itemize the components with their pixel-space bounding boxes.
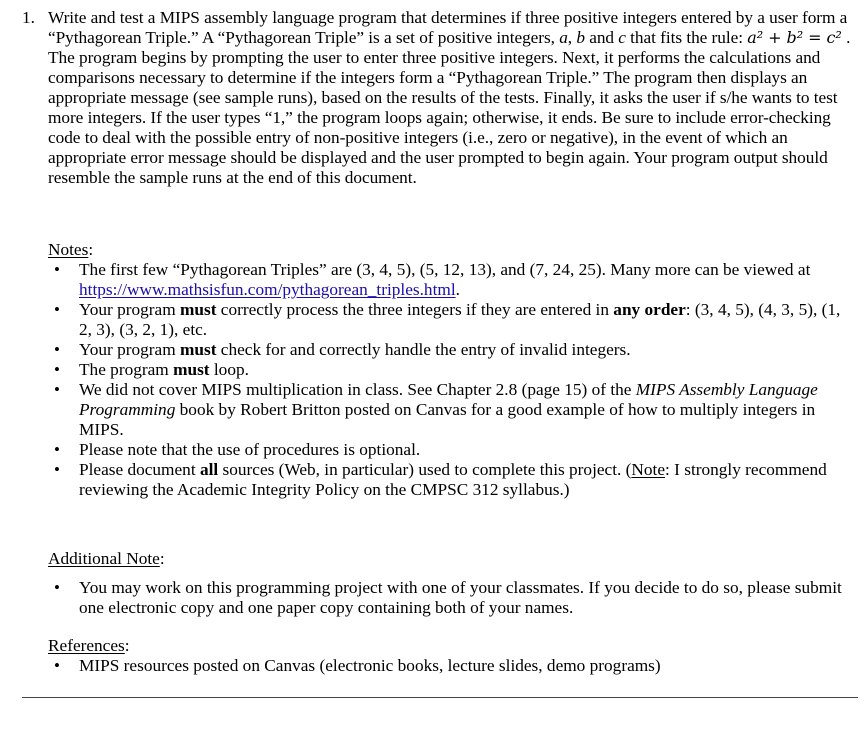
description-part-3: . The program begins by prompting the user to enter three positive integers. Next, it performs the calculations and comparisons necessary to determine if the integers form a “Pythagorean Triple.” The program then displays an appropriate message (see sample runs), based on the results of the tests. Finally, it asks the user if s/he wants to test more integers. If the user types “1,” the program loops again; otherwise, it ends. Be sure to include error-checking code to deal with the possible entry of non-positive integers (i.e., zero or negative), in the event of which an appropriate error message should be displayed and the user prompted to begin again. Your program output should resemble the sample runs at the end of this document. bbox=[48, 28, 851, 187]
additional-note-section bbox=[48, 549, 848, 618]
note-2-text-b: correctly process the three integers if they are entered in bbox=[216, 300, 614, 319]
note-4-bold-must: must bbox=[173, 360, 210, 379]
note-2-text-a: Your program bbox=[79, 300, 180, 319]
pythagorean-rule-formula: a² + b² = c² bbox=[747, 28, 842, 47]
horizontal-divider bbox=[22, 697, 858, 698]
variable-c: c bbox=[618, 28, 626, 47]
note-4-text-a: The program bbox=[79, 360, 174, 379]
references-heading-line bbox=[48, 636, 848, 656]
note-7-bold-all: all bbox=[199, 460, 219, 479]
variable-a: a bbox=[559, 28, 568, 47]
note-5-text-b: book by Robert Britton posted on Canvas for a good example of how to multiply integers in MIPS. bbox=[79, 400, 816, 439]
note-1-end: . bbox=[455, 280, 460, 299]
note-2-bold-must: must bbox=[179, 300, 217, 319]
variable-b: b bbox=[576, 28, 585, 47]
note-7-text-c: : I strongly recommend reviewing the Academic Integrity Policy on the CMPSC 312 syllabus.) bbox=[79, 460, 827, 499]
bullet-icon: • bbox=[54, 460, 60, 479]
bullet-icon: • bbox=[54, 656, 60, 675]
note-7-note-label: Note bbox=[631, 460, 666, 479]
note-3-text-a: Your program bbox=[79, 340, 180, 359]
additional-heading-line bbox=[48, 549, 848, 569]
reference-1-text: MIPS resources posted on Canvas (electronic books, lecture slides, demo programs) bbox=[79, 656, 661, 675]
description-part-1: Write and test a MIPS assembly language program that determines if three positive integers entered by a user form a “Pythagorean Triple.” A “Pythagorean Triple” is a set of positive integers, bbox=[48, 8, 848, 47]
list-item bbox=[48, 360, 848, 380]
list-item bbox=[48, 440, 848, 460]
notes-section bbox=[48, 240, 848, 500]
note-6-text: Please note that the use of procedures is optional. bbox=[79, 440, 421, 459]
list-item bbox=[48, 300, 848, 340]
notes-heading-colon: : bbox=[88, 240, 94, 259]
and-word: and bbox=[584, 28, 619, 47]
note-5-text-a: We did not cover MIPS multiplication in class. See Chapter 2.8 (page 15) of the bbox=[79, 380, 636, 399]
assignment-description bbox=[48, 8, 858, 188]
list-item bbox=[48, 260, 848, 300]
notes-list bbox=[48, 260, 848, 500]
list-item bbox=[48, 460, 848, 500]
note-5-book-title: MIPS Assembly Language Programming bbox=[79, 380, 818, 419]
list-item bbox=[48, 380, 848, 440]
bullet-icon: • bbox=[54, 578, 60, 597]
list-item bbox=[48, 578, 848, 618]
note-1-text: The first few “Pythagorean Triples” are (3, 4, 5), (5, 12, 13), and (7, 24, 25). Many more can be viewed at bbox=[79, 260, 811, 279]
description-part-2: that fits the rule: bbox=[625, 28, 748, 47]
comma-sep: , bbox=[567, 28, 577, 47]
bullet-icon: • bbox=[54, 440, 60, 459]
references-section bbox=[48, 636, 848, 676]
note-2-text-c: : (3, 4, 5), (4, 3, 5), (1, 2, 3), (3, 2, 1), etc. bbox=[79, 300, 841, 339]
additional-note-text: You may work on this programming project with one of your classmates. If you decide to do so, please submit one electronic copy and one paper copy containing both of your names. bbox=[79, 578, 842, 617]
note-3-bold-must: must bbox=[179, 340, 217, 359]
references-heading: References bbox=[48, 636, 125, 655]
note-2-bold-any-order: any order bbox=[613, 300, 686, 319]
list-item bbox=[48, 656, 848, 676]
additional-note-heading: Additional Note bbox=[48, 549, 160, 568]
references-heading-colon: : bbox=[124, 636, 130, 655]
notes-heading-line bbox=[48, 240, 848, 260]
bullet-icon: • bbox=[54, 300, 60, 319]
pythagorean-triples-link[interactable]: https://www.mathsisfun.com/pythagorean_triples.html bbox=[79, 280, 456, 299]
bullet-icon: • bbox=[54, 360, 60, 379]
list-item bbox=[48, 340, 848, 360]
additional-heading-colon: : bbox=[159, 549, 165, 568]
note-4-text-b: loop. bbox=[209, 360, 249, 379]
notes-heading: Notes bbox=[48, 240, 89, 259]
additional-note-list bbox=[48, 578, 848, 618]
bullet-icon: • bbox=[54, 260, 60, 279]
note-3-text-b: check for and correctly handle the entry of invalid integers. bbox=[216, 340, 631, 359]
note-7-text-a: Please document bbox=[79, 460, 200, 479]
note-7-text-b: sources (Web, in particular) used to complete this project. ( bbox=[218, 460, 632, 479]
item-number: 1. bbox=[22, 8, 35, 27]
bullet-icon: • bbox=[54, 340, 60, 359]
bullet-icon: • bbox=[54, 380, 60, 399]
references-list bbox=[48, 656, 848, 676]
